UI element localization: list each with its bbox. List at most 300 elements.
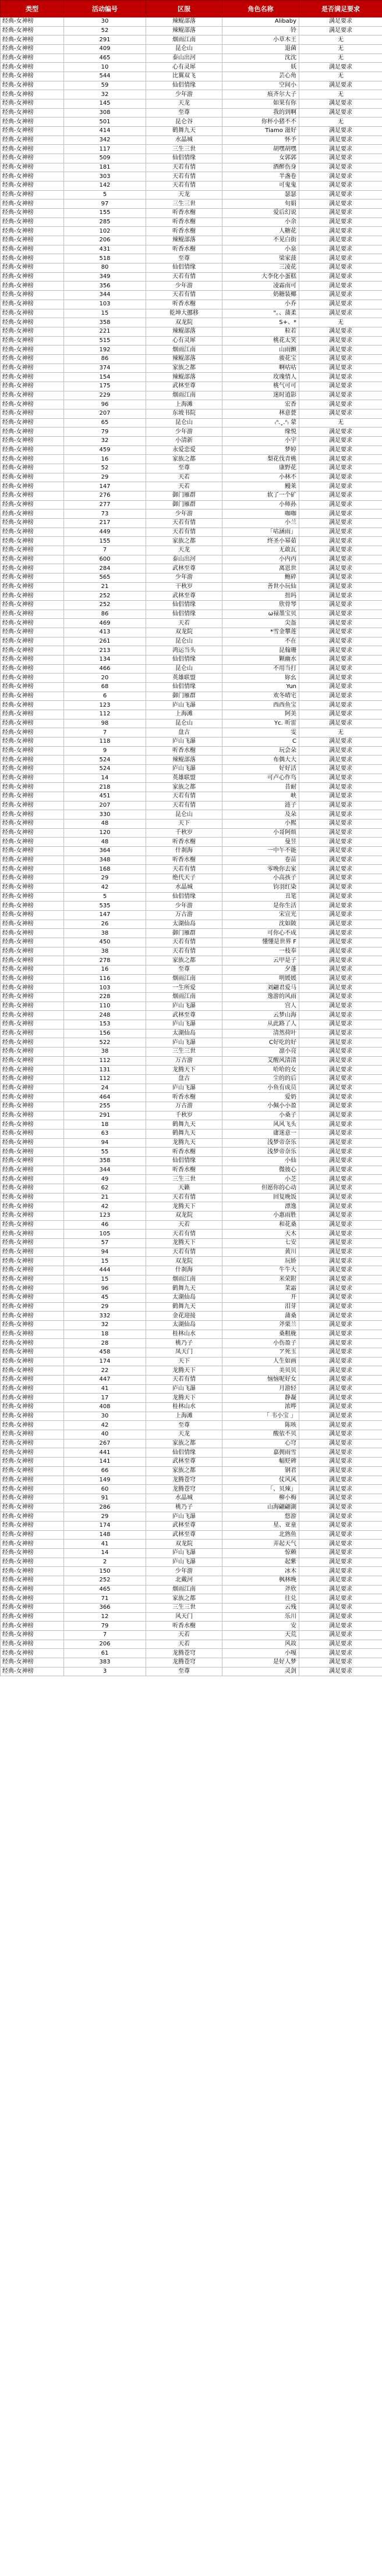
cell-requirement-status: 满足要求 xyxy=(299,938,382,947)
cell-server: 少年游 xyxy=(146,902,222,911)
table-row xyxy=(1,1266,382,1275)
cell-type: 经典-女神榜 xyxy=(1,1056,64,1066)
cell-requirement-status: 满足要求 xyxy=(299,1111,382,1120)
cell-type: 经典-女神榜 xyxy=(1,1294,64,1303)
cell-type: 经典-女神榜 xyxy=(1,1239,64,1248)
table-row xyxy=(1,1212,382,1221)
table-row xyxy=(1,838,382,847)
cell-character-name: 凛小亮 xyxy=(222,1047,299,1056)
cell-event-id: 24 xyxy=(64,1084,146,1093)
cell-event-id: 252 xyxy=(64,592,146,601)
cell-requirement-status: 满足要求 xyxy=(299,637,382,646)
cell-requirement-status: 满足要求 xyxy=(299,810,382,820)
cell-event-id: 22 xyxy=(64,1366,146,1376)
cell-event-id: 86 xyxy=(64,610,146,619)
cell-type: 经典-女神榜 xyxy=(1,874,64,883)
cell-event-id: 96 xyxy=(64,1284,146,1294)
cell-type: 经典-女神榜 xyxy=(1,136,64,145)
cell-character-name: 怀予 xyxy=(222,136,299,145)
cell-character-name: 咖咖 xyxy=(222,510,299,519)
cell-requirement-status: 无 xyxy=(299,117,382,127)
cell-server: 天若有情 xyxy=(146,1376,222,1385)
cell-type: 经典-女神榜 xyxy=(1,1184,64,1193)
cell-event-id: 116 xyxy=(64,974,146,984)
cell-server: 鹤舞九天 xyxy=(146,1284,222,1294)
cell-event-id: 285 xyxy=(64,218,146,227)
cell-character-name: 不见白街 xyxy=(222,236,299,245)
table-row xyxy=(1,947,382,956)
cell-type: 经典-女神榜 xyxy=(1,1567,64,1576)
table-row xyxy=(1,500,382,510)
cell-server: 听香水榭 xyxy=(146,209,222,218)
cell-event-id: 255 xyxy=(64,1102,146,1111)
cell-type: 经典-女神榜 xyxy=(1,482,64,491)
cell-event-id: 42 xyxy=(64,1202,146,1212)
cell-type: 经典-女神榜 xyxy=(1,63,64,72)
table-row xyxy=(1,746,382,756)
cell-type: 经典-女神榜 xyxy=(1,920,64,929)
cell-type: 经典-女神榜 xyxy=(1,856,64,865)
cell-requirement-status: 满足要求 xyxy=(299,1239,382,1248)
cell-type: 经典-女神榜 xyxy=(1,1540,64,1549)
cell-character-name: 铃 xyxy=(222,26,299,35)
cell-type: 经典-女神榜 xyxy=(1,984,64,993)
table-row xyxy=(1,847,382,856)
cell-server: 庐山飞瀑 xyxy=(146,1002,222,1011)
cell-type: 经典-女神榜 xyxy=(1,218,64,227)
cell-event-id: 291 xyxy=(64,1111,146,1120)
cell-type: 经典-女神榜 xyxy=(1,592,64,601)
cell-type: 经典-女神榜 xyxy=(1,774,64,783)
cell-event-id: 565 xyxy=(64,573,146,582)
cell-server: 天若有情 xyxy=(146,518,222,528)
cell-character-name: 沈如陂 xyxy=(222,920,299,929)
table-row xyxy=(1,573,382,582)
cell-character-name: 桃花太笑 xyxy=(222,336,299,345)
cell-requirement-status: 满足要求 xyxy=(299,1403,382,1412)
cell-requirement-status: 满足要求 xyxy=(299,1266,382,1275)
cell-requirement-status: 满足要求 xyxy=(299,1357,382,1366)
cell-type: 经典-女神榜 xyxy=(1,427,64,437)
cell-type: 经典-女神榜 xyxy=(1,792,64,801)
table-row xyxy=(1,974,382,984)
cell-type: 经典-女神榜 xyxy=(1,464,64,473)
table-row xyxy=(1,1084,382,1093)
cell-event-id: 117 xyxy=(64,145,146,154)
cell-type: 经典-女神榜 xyxy=(1,783,64,792)
cell-type: 经典-女神榜 xyxy=(1,418,64,427)
table-row xyxy=(1,136,382,145)
cell-requirement-status: 满足要求 xyxy=(299,446,382,455)
cell-character-name: 零晚你去家 xyxy=(222,865,299,874)
cell-event-id: 450 xyxy=(64,938,146,947)
table-row xyxy=(1,373,382,382)
cell-character-name: 斧欣 xyxy=(222,1585,299,1594)
cell-requirement-status: 满足要求 xyxy=(299,1193,382,1202)
cell-event-id: 221 xyxy=(64,327,146,336)
table-row xyxy=(1,938,382,947)
cell-requirement-status: 满足要求 xyxy=(299,1503,382,1512)
cell-character-name: 我的到啊 xyxy=(222,108,299,117)
cell-requirement-status: 满足要求 xyxy=(299,856,382,865)
cell-type: 经典-女神榜 xyxy=(1,1093,64,1102)
cell-event-id: 303 xyxy=(64,172,146,181)
cell-event-id: 38 xyxy=(64,1047,146,1056)
cell-server: 烟雨江南 xyxy=(146,391,222,400)
cell-type: 经典-女神榜 xyxy=(1,345,64,355)
cell-requirement-status: 无 xyxy=(299,728,382,737)
table-row xyxy=(1,209,382,218)
cell-type: 经典-女神榜 xyxy=(1,646,64,655)
cell-server: 庐山飞瀑 xyxy=(146,1020,222,1029)
cell-requirement-status: 满足要求 xyxy=(299,473,382,482)
cell-type: 经典-女神榜 xyxy=(1,1376,64,1385)
cell-event-id: 57 xyxy=(64,1239,146,1248)
cell-server: 泰山出河 xyxy=(146,555,222,564)
table-row xyxy=(1,1002,382,1011)
cell-character-name: 软了一个矿 xyxy=(222,491,299,500)
table-row xyxy=(1,1339,382,1348)
cell-character-name: 漂逸 xyxy=(222,1202,299,1212)
table-row xyxy=(1,1603,382,1612)
cell-event-id: 112 xyxy=(64,710,146,719)
cell-character-name: 无敢瓦 xyxy=(222,546,299,555)
cell-character-name: 小内丙 xyxy=(222,555,299,564)
table-row xyxy=(1,1011,382,1020)
cell-character-name: 芸心角 xyxy=(222,72,299,81)
cell-type: 经典-女神榜 xyxy=(1,546,64,555)
cell-event-id: 12 xyxy=(64,1612,146,1622)
cell-type: 经典-女神榜 xyxy=(1,601,64,610)
cell-character-name: 「、贝辣」 xyxy=(222,1485,299,1494)
cell-requirement-status: 满足要求 xyxy=(299,528,382,537)
cell-character-name: 逸游的风雨 xyxy=(222,992,299,1002)
cell-type: 经典-女神榜 xyxy=(1,1521,64,1530)
cell-type: 经典-女神榜 xyxy=(1,1530,64,1540)
table-row xyxy=(1,719,382,728)
cell-server: 天若 xyxy=(146,473,222,482)
cell-character-name: 爱奶 xyxy=(222,1093,299,1102)
cell-requirement-status: 满足要求 xyxy=(299,1074,382,1084)
table-body xyxy=(1,17,382,1676)
cell-type: 经典-女神榜 xyxy=(1,992,64,1002)
cell-event-id: 21 xyxy=(64,1193,146,1202)
cell-character-name: 明媛媛 xyxy=(222,974,299,984)
cell-character-name: 可你心不成 xyxy=(222,929,299,938)
table-row xyxy=(1,1394,382,1403)
cell-requirement-status: 满足要求 xyxy=(299,1366,382,1376)
table-row xyxy=(1,528,382,537)
cell-character-name: 大李化小蛋糕 xyxy=(222,272,299,282)
cell-server: 烟雨江南 xyxy=(146,35,222,45)
cell-requirement-status: 满足要求 xyxy=(299,1494,382,1503)
cell-server: 天若有情 xyxy=(146,1193,222,1202)
cell-event-id: 49 xyxy=(64,1175,146,1184)
cell-requirement-status: 满足要求 xyxy=(299,464,382,473)
cell-type: 经典-女神榜 xyxy=(1,1212,64,1221)
cell-event-id: 147 xyxy=(64,910,146,920)
cell-requirement-status: 满足要求 xyxy=(299,327,382,336)
cell-character-name: 半盏卷 xyxy=(222,172,299,181)
cell-type: 经典-女神榜 xyxy=(1,1156,64,1166)
table-row xyxy=(1,1649,382,1658)
table-row xyxy=(1,1129,382,1138)
table-row xyxy=(1,619,382,628)
cell-requirement-status: 满足要求 xyxy=(299,1640,382,1649)
cell-server: 心有灵犀 xyxy=(146,63,222,72)
table-row xyxy=(1,1403,382,1412)
cell-server: 天下 xyxy=(146,820,222,829)
cell-server: 少年游 xyxy=(146,427,222,437)
cell-server: 昆仑山 xyxy=(146,719,222,728)
cell-character-name: 空间小 xyxy=(222,81,299,90)
table-row xyxy=(1,774,382,783)
cell-event-id: 17 xyxy=(64,1394,146,1403)
cell-server: 天若 xyxy=(146,482,222,491)
table-row xyxy=(1,282,382,291)
cell-server: 庐山飞瀑 xyxy=(146,701,222,710)
cell-requirement-status: 满足要求 xyxy=(299,1476,382,1485)
cell-character-name: 凌霜南可 xyxy=(222,282,299,291)
cell-type: 经典-女神榜 xyxy=(1,1120,64,1130)
table-row xyxy=(1,446,382,455)
cell-event-id: 267 xyxy=(64,1439,146,1448)
cell-character-name: 小芝 xyxy=(222,1175,299,1184)
header-event-id: 活动编号 xyxy=(64,1,146,17)
cell-requirement-status: 满足要求 xyxy=(299,209,382,218)
cell-character-name: 云残 xyxy=(222,1603,299,1612)
cell-requirement-status: 满足要求 xyxy=(299,1585,382,1594)
cell-type: 经典-女神榜 xyxy=(1,610,64,619)
cell-event-id: 32 xyxy=(64,436,146,446)
cell-requirement-status: 满足要求 xyxy=(299,619,382,628)
cell-server: 上海滩 xyxy=(146,710,222,719)
cell-type: 经典-女神榜 xyxy=(1,728,64,737)
cell-server: 水晶城 xyxy=(146,883,222,892)
cell-type: 经典-女神榜 xyxy=(1,820,64,829)
cell-character-name: 「 韦小宝 」 xyxy=(222,1412,299,1421)
cell-type: 经典-女神榜 xyxy=(1,1084,64,1093)
cell-event-id: 105 xyxy=(64,1230,146,1239)
cell-event-id: 60 xyxy=(64,1485,146,1494)
cell-requirement-status: 满足要求 xyxy=(299,491,382,500)
cell-type: 经典-女神榜 xyxy=(1,1011,64,1020)
cell-event-id: 7 xyxy=(64,728,146,737)
cell-type: 经典-女神榜 xyxy=(1,272,64,282)
cell-requirement-status: 满足要求 xyxy=(299,1284,382,1294)
cell-requirement-status: 满足要求 xyxy=(299,984,382,993)
table-row xyxy=(1,26,382,35)
cell-character-name: 欢冬晴宅 xyxy=(222,692,299,701)
cell-server: 鹤舞九天 xyxy=(146,1129,222,1138)
cell-requirement-status: 无 xyxy=(299,90,382,99)
cell-event-id: 501 xyxy=(64,117,146,127)
cell-server: 庐山飞瀑 xyxy=(146,1384,222,1394)
cell-type: 经典-女神榜 xyxy=(1,1230,64,1239)
cell-character-name: 天荒 xyxy=(222,1630,299,1640)
cell-type: 经典-女神榜 xyxy=(1,108,64,117)
cell-type: 经典-女神榜 xyxy=(1,1129,64,1138)
table-row xyxy=(1,592,382,601)
cell-event-id: 458 xyxy=(64,1348,146,1358)
table-row xyxy=(1,1640,382,1649)
cell-type: 经典-女神榜 xyxy=(1,1649,64,1658)
cell-server: 仙侣情缘 xyxy=(146,154,222,163)
cell-type: 经典-女神榜 xyxy=(1,446,64,455)
table-row xyxy=(1,1284,382,1294)
cell-type: 经典-女神榜 xyxy=(1,1138,64,1148)
cell-server: 御门雁群 xyxy=(146,500,222,510)
cell-character-name: 你杯小猪不不 xyxy=(222,117,299,127)
cell-type: 经典-女神榜 xyxy=(1,1248,64,1257)
table-row xyxy=(1,610,382,619)
cell-event-id: 7 xyxy=(64,1630,146,1640)
cell-event-id: 466 xyxy=(64,664,146,674)
cell-requirement-status: 满足要求 xyxy=(299,291,382,300)
table-row xyxy=(1,801,382,810)
table-row xyxy=(1,1202,382,1212)
cell-server: 龙腾天下 xyxy=(146,1366,222,1376)
cell-character-name: 不在 xyxy=(222,637,299,646)
cell-character-name: 奶糖装椰 xyxy=(222,291,299,300)
table-row xyxy=(1,336,382,345)
cell-character-name: 尖盔 xyxy=(222,619,299,628)
cell-requirement-status: 满足要求 xyxy=(299,1348,382,1358)
table-row xyxy=(1,1230,382,1239)
cell-server: 家族之都 xyxy=(146,956,222,965)
cell-requirement-status: 满足要求 xyxy=(299,482,382,491)
table-row xyxy=(1,72,382,81)
cell-type: 经典-女神榜 xyxy=(1,537,64,546)
cell-requirement-status: 满足要求 xyxy=(299,1630,382,1640)
cell-event-id: 14 xyxy=(64,774,146,783)
cell-requirement-status: 满足要求 xyxy=(299,1056,382,1066)
cell-server: 武林至尊 xyxy=(146,382,222,391)
table-row xyxy=(1,1521,382,1530)
table-row xyxy=(1,756,382,765)
cell-event-id: 102 xyxy=(64,227,146,236)
cell-server: 天若有情 xyxy=(146,528,222,537)
cell-type: 经典-女神榜 xyxy=(1,72,64,81)
cell-character-name: 雯 xyxy=(222,728,299,737)
table-row xyxy=(1,810,382,820)
table-row xyxy=(1,1540,382,1549)
cell-requirement-status: 满足要求 xyxy=(299,1011,382,1020)
cell-event-id: 464 xyxy=(64,1093,146,1102)
cell-type: 经典-女神榜 xyxy=(1,336,64,345)
cell-server: 万古游 xyxy=(146,1102,222,1111)
cell-type: 经典-女神榜 xyxy=(1,1029,64,1038)
cell-event-id: 103 xyxy=(64,300,146,309)
table-row xyxy=(1,272,382,282)
cell-event-id: 41 xyxy=(64,1540,146,1549)
cell-requirement-status: 满足要求 xyxy=(299,701,382,710)
table-row xyxy=(1,628,382,637)
cell-event-id: 155 xyxy=(64,209,146,218)
cell-server: 御门雁群 xyxy=(146,692,222,701)
cell-requirement-status: 满足要求 xyxy=(299,1540,382,1549)
cell-event-id: 94 xyxy=(64,1248,146,1257)
cell-event-id: 29 xyxy=(64,1512,146,1522)
cell-event-id: 26 xyxy=(64,920,146,929)
cell-event-id: 465 xyxy=(64,54,146,63)
table-row xyxy=(1,510,382,519)
cell-requirement-status: 满足要求 xyxy=(299,1166,382,1175)
cell-character-name: 爱后幻说 xyxy=(222,209,299,218)
cell-event-id: 73 xyxy=(64,510,146,519)
cell-character-name: 陈咳 xyxy=(222,1421,299,1430)
cell-type: 经典-女神榜 xyxy=(1,1412,64,1421)
cell-character-name: 及朵 xyxy=(222,810,299,820)
cell-type: 经典-女神榜 xyxy=(1,1257,64,1266)
cell-event-id: 383 xyxy=(64,1658,146,1667)
cell-server: 天下 xyxy=(146,1357,222,1366)
cell-character-name: 胡嘿胡嘿 xyxy=(222,145,299,154)
cell-event-id: 40 xyxy=(64,1430,146,1440)
cell-type: 经典-女神榜 xyxy=(1,710,64,719)
cell-requirement-status: 满足要求 xyxy=(299,892,382,902)
cell-character-name: 颗幽水 xyxy=(222,655,299,665)
cell-event-id: 20 xyxy=(64,674,146,683)
cell-event-id: 65 xyxy=(64,418,146,427)
cell-server: 东坡书院 xyxy=(146,409,222,418)
cell-server: 听香水榭 xyxy=(146,838,222,847)
cell-type: 经典-女神榜 xyxy=(1,172,64,181)
table-row xyxy=(1,409,382,418)
cell-event-id: 91 xyxy=(64,1494,146,1503)
cell-server: 龙腾天下 xyxy=(146,1202,222,1212)
cell-character-name: 是好人梦 xyxy=(222,1658,299,1667)
cell-server: 仙侣情缘 xyxy=(146,655,222,665)
cell-character-name: 妖 xyxy=(222,63,299,72)
table-row xyxy=(1,1594,382,1604)
cell-server: 听香水榭 xyxy=(146,1622,222,1631)
table-row xyxy=(1,956,382,965)
cell-character-name: 小师孙 xyxy=(222,500,299,510)
cell-event-id: 30 xyxy=(64,17,146,27)
cell-server: 桃乃子 xyxy=(146,1339,222,1348)
cell-requirement-status: 满足要求 xyxy=(299,902,382,911)
table-row xyxy=(1,920,382,929)
table-row xyxy=(1,1248,382,1257)
cell-requirement-status: 满足要求 xyxy=(299,774,382,783)
cell-requirement-status: 满足要求 xyxy=(299,218,382,227)
cell-character-name: 小乔 xyxy=(222,300,299,309)
cell-server: 仙侣情缘 xyxy=(146,610,222,619)
cell-server: 至尊 xyxy=(146,1667,222,1676)
cell-type: 经典-女神榜 xyxy=(1,1321,64,1330)
cell-server: 天龙 xyxy=(146,1430,222,1440)
table-row xyxy=(1,227,382,236)
cell-server: 天若 xyxy=(146,619,222,628)
cell-event-id: 358 xyxy=(64,1156,146,1166)
cell-server: 双龙院 xyxy=(146,1540,222,1549)
cell-server: 龙腾天下 xyxy=(146,1239,222,1248)
table-row xyxy=(1,263,382,273)
cell-character-name: 心穹 xyxy=(222,1439,299,1448)
cell-event-id: 71 xyxy=(64,1594,146,1604)
cell-event-id: 252 xyxy=(64,601,146,610)
cell-event-id: 16 xyxy=(64,455,146,464)
cell-character-name: 乐川 xyxy=(222,1612,299,1622)
cell-requirement-status: 满足要求 xyxy=(299,1102,382,1111)
cell-character-name: 云梦山海 xyxy=(222,1011,299,1020)
cell-character-name: 开 xyxy=(222,1294,299,1303)
cell-type: 经典-女神榜 xyxy=(1,473,64,482)
cell-server: 三生三世 xyxy=(146,145,222,154)
cell-character-name: 鳗莱 xyxy=(222,482,299,491)
cell-requirement-status: 满足要求 xyxy=(299,99,382,109)
